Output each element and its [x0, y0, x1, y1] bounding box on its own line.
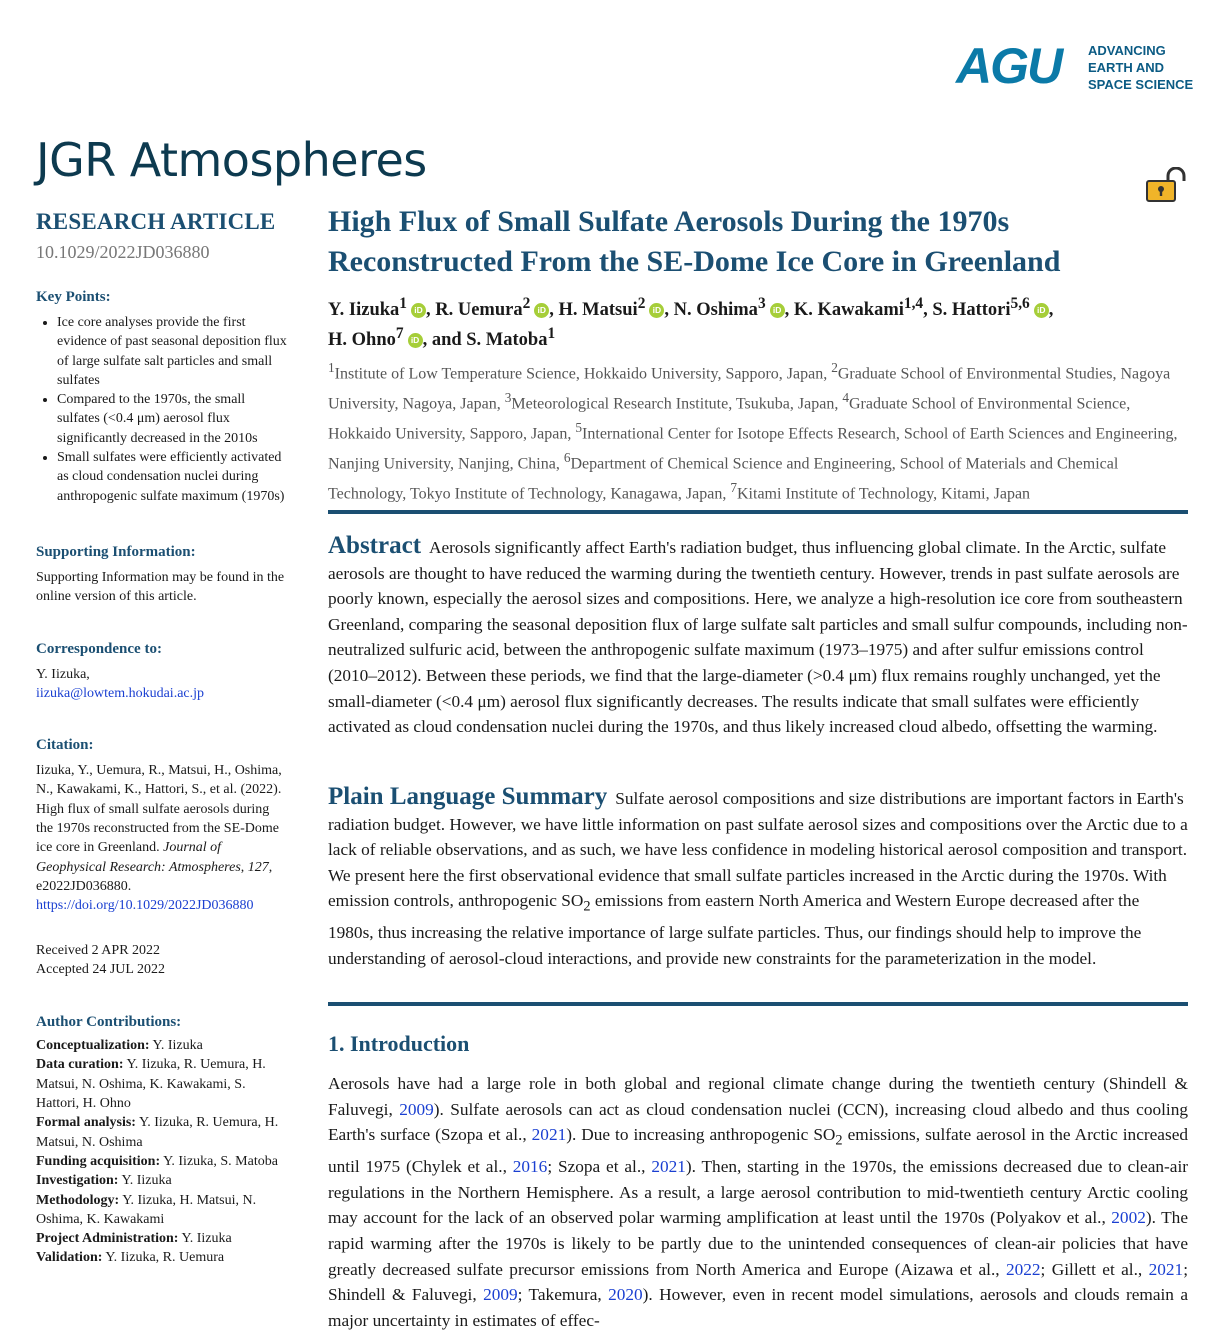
author-affiliation-sup: 2 — [522, 295, 531, 312]
author — [328, 325, 423, 351]
contribution-names: Y. Iizuka, R. Uemura — [105, 1250, 225, 1266]
author-name: Y. Iizuka — [328, 300, 400, 321]
key-point: • Small sulfates were efficiently activated as cloud condensation nuclei during anthropogenic sulfate maximum (1970s) — [57, 448, 288, 506]
agu-logo-mark: AGU — [956, 38, 1062, 94]
introduction-heading: 1. Introduction — [328, 1031, 470, 1056]
author-contributions-list — [36, 1036, 288, 1268]
contribution-role: Project Administration: — [36, 1231, 179, 1247]
author-affiliation-sup: 7 — [395, 325, 404, 343]
pls-text: Sulfate aerosol compositions and size distributions are important factors in Earth's radiation budget. However, we have little information on past sulfate aerosol sizes and compositions over the Arctic due to a lack of reliable observations, and as such, we have less confidence in modeling historical aerosol composition and transport. We present here the first observational evidence that small sulfate particles increased in the Arctic during the 1970s. With emission controls, anthropogenic SO — [328, 789, 1188, 911]
affiliation-sup: 1 — [328, 360, 335, 375]
supporting-info-text: Supporting Information may be found in the online version of this article. — [36, 569, 285, 605]
author-name: H. Matsui — [558, 300, 638, 321]
accepted-date: Accepted 24 JUL 2022 — [36, 961, 165, 977]
author-separator: , — [549, 300, 559, 321]
agu-logo — [956, 40, 1192, 92]
section-divider — [328, 1002, 1188, 1006]
key-point: • Compared to the 1970s, the small sulfates (<0.4 μm) aerosol flux significantly decreased in the 2010s — [57, 390, 288, 448]
reference-link[interactable]: 2021 — [531, 1125, 567, 1145]
intro-subscript: 2 — [835, 1132, 843, 1149]
author — [673, 295, 785, 321]
introduction-body — [328, 1071, 1188, 1333]
abstract-text: Aerosols significantly affect Earth's radiation budget, thus influencing global climate. In the Arctic, sulfate aerosols are thought to have reduced the warming during the twentieth century. However, trends in past sulfate aerosols are poorly known, especially the aerosol sizes and compositions. Here, we analyze a high-resolution ice core from southeastern Greenland, comparing the seasonal deposition flux of large sulfate salt particles and small sulfur compounds, including non-neutralized sulfuric acid, between the anthropogenic sulfate maximum (1973–1975) and after sulfur emissions control (2010–2012). Between these periods, we find that the large-diameter (>0.4 μm) flux remains roughly unchanged, yet the small-diameter (<0.4 μm) aerosol flux significantly decreases. The results indicate that small sulfates were efficiently activated as cloud condensation nuclei during the 1970s, and thus likely increased cloud albedo, offsetting the warming. — [328, 538, 1188, 737]
doi[interactable]: 10.1029/2022JD036880 — [36, 242, 210, 262]
affiliation-sup: 2 — [831, 360, 838, 375]
intro-text: ; Takemura, — [517, 1285, 609, 1305]
affiliation-text: Graduate School of Environmental Science, Hokkaido University, Sapporo, Japan, — [328, 395, 1131, 443]
reference-link[interactable]: 2021 — [651, 1157, 686, 1177]
intro-text: ). Sulfate aerosols can act as cloud condensation nuclei (CCN), increasing cloud albedo and thus cooling Earth's surface (Szopa et al., — [328, 1099, 1188, 1145]
intro-text: Aerosols have had a large role in both global and regional climate change during the twentieth century (Shindell & Faluvegi, — [328, 1074, 1188, 1119]
author-separator: , and — [422, 330, 467, 351]
affiliations — [328, 356, 1188, 506]
key-point: • Ice core analyses provide the first evidence of past seasonal deposition flux of large sulfate salt particles and small sulfates — [57, 313, 288, 390]
affiliation-sup: 6 — [563, 449, 571, 465]
contribution-names: Y. Iizuka, H. Matsui, N. Oshima, K. Kawakami — [36, 1192, 257, 1227]
received-date: Received 2 APR 2022 — [36, 942, 161, 958]
citation-volume: 127 — [247, 859, 269, 875]
author-name: S. Hattori — [932, 300, 1011, 321]
article-title: High Flux of Small Sulfate Aerosols During the 1970s Reconstructed From the SE-Dome Ice Core in Greenland — [328, 205, 1061, 278]
author-name: S. Matoba — [466, 330, 548, 351]
contribution-item — [36, 1248, 288, 1267]
agu-tagline-line: SPACE SCIENCE — [1088, 77, 1194, 92]
author — [328, 295, 426, 321]
open-access-lock-icon[interactable] — [1146, 167, 1188, 203]
author-name: N. Oshima — [673, 300, 758, 321]
author — [793, 295, 924, 321]
orcid-icon[interactable]: iD — [1034, 303, 1049, 318]
section-divider — [328, 510, 1188, 514]
reference-link[interactable]: 2002 — [1111, 1208, 1146, 1228]
reference-link[interactable]: 2022 — [1005, 1259, 1041, 1279]
affiliation-text: Department of Chemical Science and Engineering, School of Materials and Chemical Technology, Tokyo Institute of Technology, Kanagawa, Japan, — [328, 455, 1119, 503]
contribution-item — [36, 1171, 288, 1190]
key-points-heading: Key Points: — [36, 289, 111, 305]
reference-link[interactable]: 2016 — [512, 1157, 548, 1177]
author — [466, 325, 556, 351]
contribution-role: Investigation: — [36, 1173, 119, 1189]
contribution-role: Methodology: — [36, 1192, 120, 1208]
author-affiliation-sup: 3 — [757, 295, 766, 312]
intro-text: ; Szopa et al., — [547, 1157, 652, 1177]
contribution-names: Y. Iizuka, S. Matoba — [163, 1153, 278, 1169]
affiliation-text: Graduate School of Environmental Studies, Nagoya University, Nagoya, Japan, — [328, 365, 1171, 413]
affiliation-sup: 7 — [730, 479, 737, 495]
author-separator: , — [426, 300, 436, 321]
contribution-role: Formal analysis: — [36, 1115, 136, 1131]
contribution-names: Y. Iizuka — [121, 1173, 172, 1189]
correspondence-name: Y. Iizuka, — [36, 666, 90, 682]
journal-title: JGR Atmospheres — [36, 133, 427, 187]
orcid-icon[interactable]: iD — [770, 303, 785, 318]
intro-text: ). The rapid warming after the 1970s is likely to be partly due to the unintended consequences of clean-air policies that have greatly decreased sulfate precursor emissions from North America and Europe (Aizawa et al., — [328, 1208, 1188, 1279]
pls-heading: Plain Language Summary — [328, 783, 608, 810]
intro-text: ). Then, starting in the 1970s, the emissions decreased due to clean-air regulations in the Northern Hemisphere. As a result, a large aerosol contribution to mid-twentieth century Arctic cooling may account for the lack of an observed polar warming amplification at least until the 1970s (Polyakov et al., — [328, 1157, 1189, 1228]
contribution-names: Y. Iizuka, R. Uemura, H. Matsui, N. Oshima, K. Kawakami, S. Hattori, H. Ohno — [36, 1057, 266, 1112]
pls-text: emissions from eastern North America and Western Europe decreased after the 1980s, thus increasing the relative importance of large sulfate particles. Thus, our findings should help to improve the understanding of aerosol-cloud interactions, and provide new constraints for the parameterization in the model. — [328, 891, 1142, 969]
affiliation-text: Institute of Low Temperature Science, Hokkaido University, Sapporo, Japan, — [334, 365, 832, 383]
agu-tagline-line: ADVANCING — [1088, 43, 1166, 58]
introduction-paragraph — [328, 1071, 1188, 1333]
affiliation-text: International Center for Isotope Effects Research, School of Earth Sciences and Engineering, Nanjing University, Nanjing, China, — [328, 425, 1178, 473]
author-affiliation-sup: 5,6 — [1010, 295, 1030, 312]
contribution-item — [36, 1113, 288, 1152]
author-separator: , — [784, 300, 794, 321]
author — [932, 295, 1048, 321]
author-name: K. Kawakami — [793, 300, 904, 321]
left-sidebar — [36, 208, 288, 1268]
abstract-heading: Abstract — [328, 532, 422, 559]
key-points-list — [36, 313, 288, 506]
contribution-names: Y. Iizuka — [181, 1231, 232, 1247]
plain-language-summary-section — [328, 784, 1188, 972]
author — [435, 295, 549, 321]
orcid-icon[interactable]: iD — [534, 303, 549, 318]
intro-text: ). However, even in recent model simulations, aerosols and clouds remain a major uncertainty in estimates of effec- — [328, 1285, 1189, 1330]
author-affiliation-sup: 1,4 — [903, 295, 924, 312]
author-list — [328, 292, 1188, 352]
contribution-role: Data curation: — [36, 1057, 124, 1073]
affiliation-sup: 3 — [504, 389, 512, 405]
citation-text: Iizuka, Y., Uemura, R., Matsui, H., Oshima, N., Kawakami, K., Hattori, S., et al. (2022). High flux of small sulfate aerosols during the 1970s reconstructed from the SE-Dome ice core in Greenland. Journal of Geophysical Research: Atmospheres, 127, e2022JD036880. https://doi.org/10.1029/2022JD036880 — [36, 761, 288, 915]
author-separator: , — [664, 300, 674, 321]
citation-body: Iizuka, Y., Uemura, R., Matsui, H., Oshima, N., Kawakami, K., Hattori, S., et al. (2022). High flux of small sulfate aerosols during the 1970s reconstructed from the SE-Dome ice core in Greenland. — [36, 763, 282, 856]
contribution-role: Conceptualization: — [36, 1038, 150, 1054]
affiliation-text: Kitami Institute of Technology, Kitami, Japan — [737, 485, 1031, 503]
correspondence-heading: Correspondence to: — [36, 640, 162, 657]
affiliation-sup: 5 — [575, 419, 583, 435]
orcid-icon[interactable]: iD — [649, 303, 664, 318]
citation-journal: Journal of Geophysical Research: Atmospheres — [36, 840, 241, 875]
affiliation-sup: 4 — [842, 389, 849, 405]
contribution-names: Y. Iizuka, R. Uemura, H. Matsui, N. Oshima — [36, 1115, 279, 1150]
contribution-names: Y. Iizuka — [152, 1038, 203, 1054]
citation-doi-link[interactable]: https://doi.org/10.1029/2022JD036880 — [36, 898, 254, 914]
contribution-item — [36, 1152, 288, 1171]
abstract-section — [328, 533, 1188, 740]
reference-link[interactable]: 2009 — [399, 1099, 434, 1119]
citation-article-id: , e2022JD036880. — [36, 859, 273, 894]
contribution-item — [36, 1036, 288, 1055]
contribution-item — [36, 1191, 288, 1230]
author-affiliation-sup: 1 — [399, 295, 407, 312]
contribution-role: Validation: — [36, 1250, 103, 1266]
correspondence-email-link[interactable]: iizuka@lowtem.hokudai.ac.jp — [36, 685, 205, 701]
author-separator: , — [1048, 300, 1054, 321]
author-name: R. Uemura — [435, 300, 523, 321]
intro-text: emissions, sulfate aerosol in the Arctic increased until 1975 (Chylek et al., — [328, 1125, 1188, 1177]
agu-tagline-line: EARTH AND — [1088, 60, 1165, 75]
intro-text: ). Due to increasing anthropogenic SO — [566, 1125, 836, 1145]
contribution-item — [36, 1229, 288, 1248]
agu-tagline — [1088, 42, 1193, 93]
reference-link[interactable]: 2021 — [1148, 1259, 1184, 1279]
supporting-info-heading: Supporting Information: — [36, 543, 196, 560]
article-type: RESEARCH ARTICLE — [36, 209, 276, 234]
affiliation-text: Meteorological Research Institute, Tsukuba, Japan, — [511, 395, 843, 413]
author-affiliation-sup: 1 — [547, 325, 556, 343]
citation-heading: Citation: — [36, 737, 94, 754]
reference-link[interactable]: 2020 — [608, 1285, 643, 1305]
author-separator: , — [923, 300, 933, 321]
author-name: H. Ohno — [328, 330, 396, 351]
orcid-icon[interactable]: iD — [411, 303, 426, 318]
author-affiliation-sup: 2 — [637, 295, 646, 312]
intro-text: ; Gillett et al., — [1040, 1259, 1149, 1279]
pls-subscript: 2 — [583, 898, 591, 915]
reference-link[interactable]: 2009 — [483, 1285, 518, 1305]
author-contributions-heading: Author Contributions: — [36, 1014, 182, 1031]
author — [558, 295, 665, 321]
intro-text: ; Shindell & Faluvegi, — [328, 1259, 1188, 1305]
contribution-role: Funding acquisition: — [36, 1153, 161, 1169]
contribution-item — [36, 1055, 288, 1113]
orcid-icon[interactable]: iD — [408, 333, 423, 348]
